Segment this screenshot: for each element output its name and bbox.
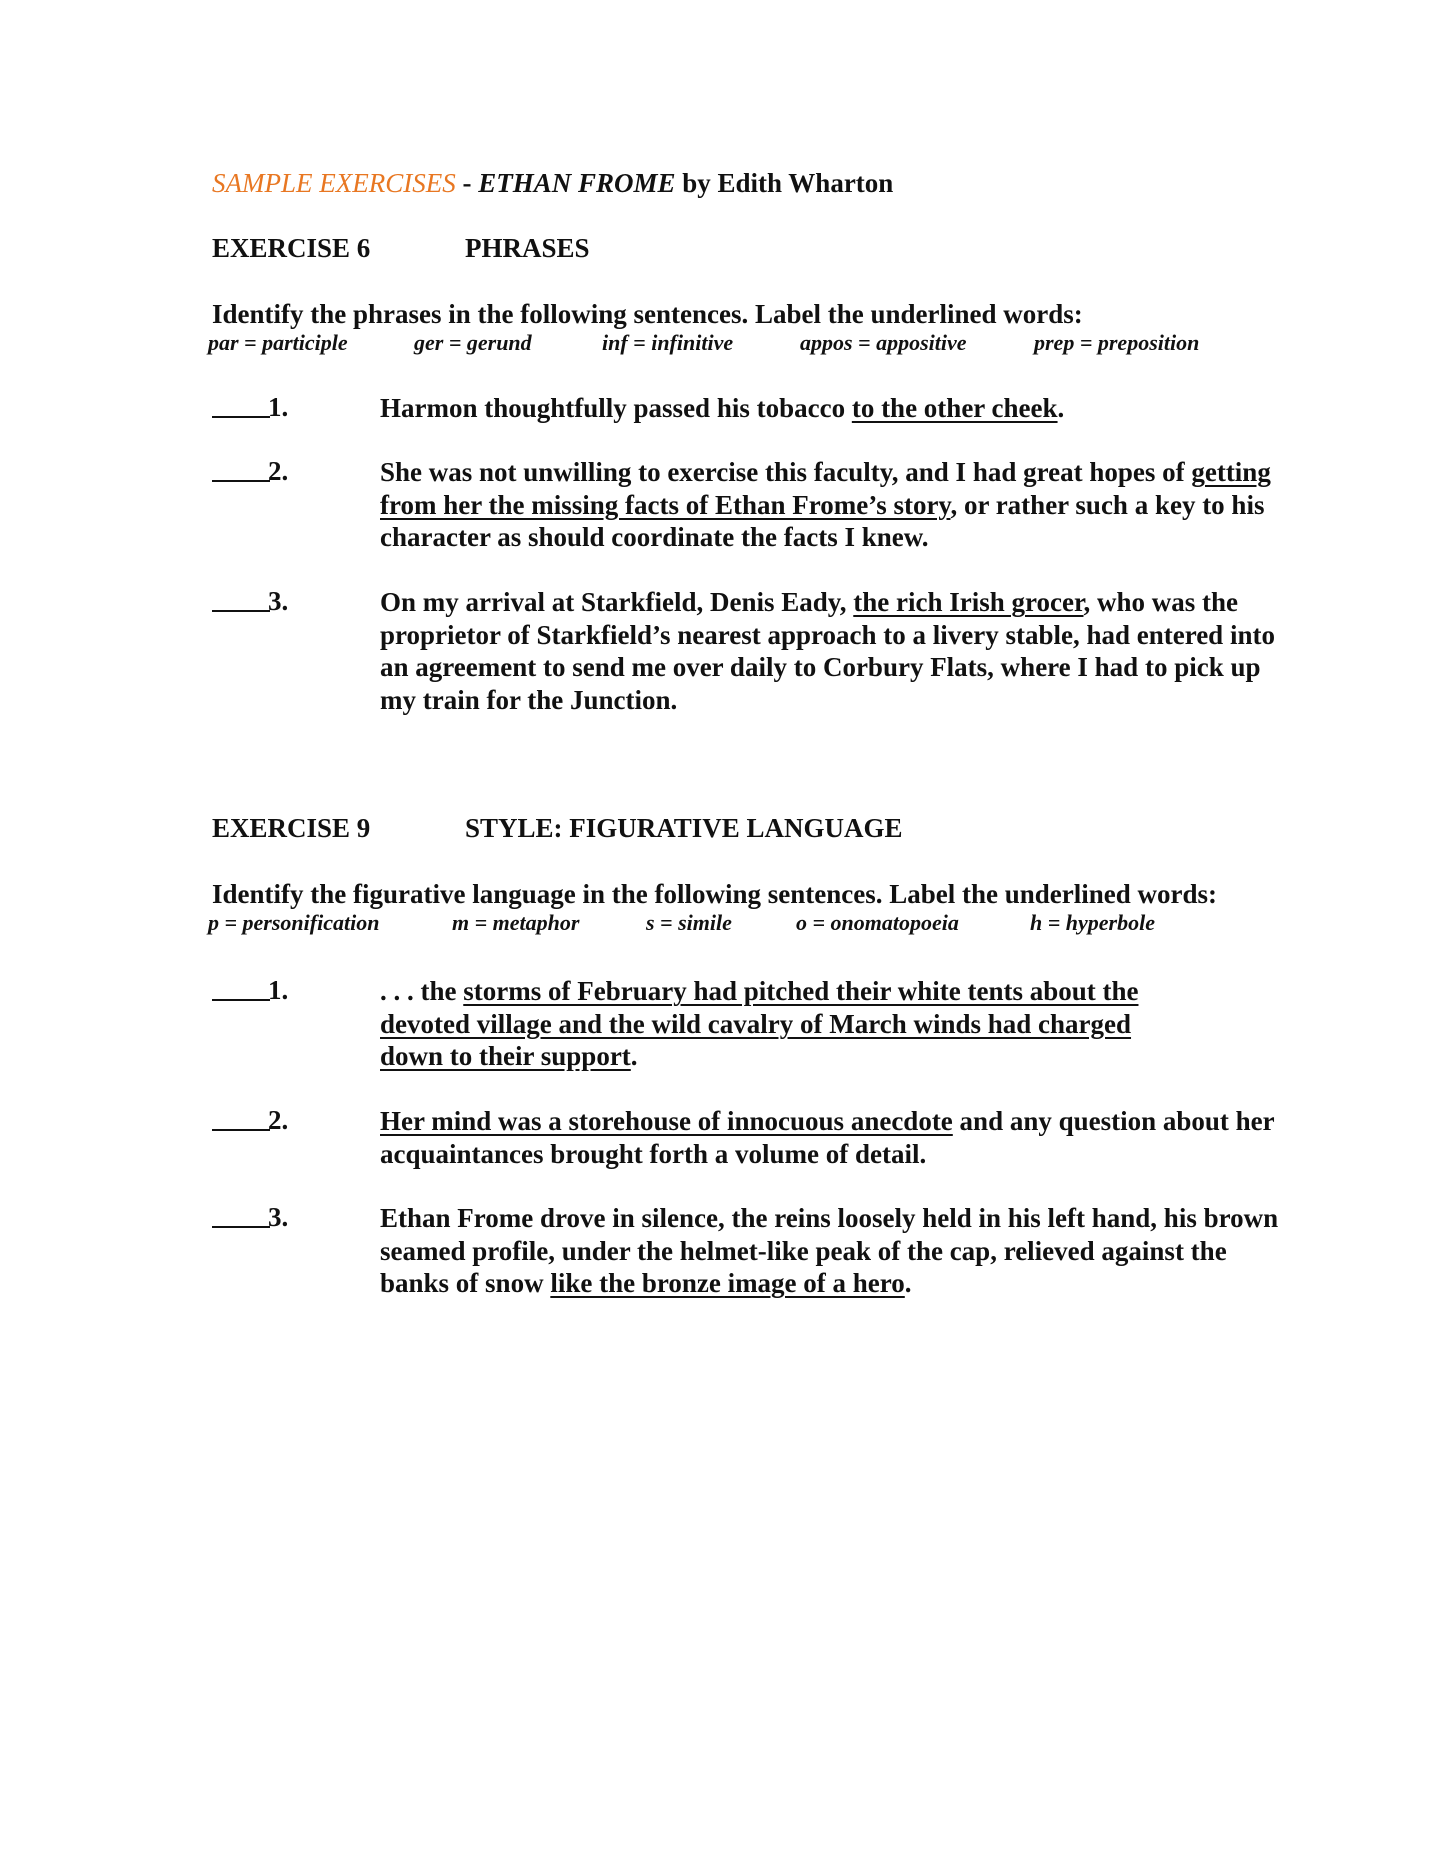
sentence-text: . [1057, 393, 1065, 423]
exercise-instructions: Identify the phrases in the following sentences. Label the underlined words: [212, 299, 1083, 329]
exercise-label: EXERCISE 9 [212, 813, 371, 843]
underlined-words: Her mind was a storehouse of innocuous anecdote [380, 1106, 953, 1136]
underlined-words: storms of February had pitched their white tents about the devoted village and the wild cavalry of March winds had charged down to their support [380, 976, 1139, 1071]
answer-blank[interactable] [212, 1129, 270, 1131]
answer-blank[interactable] [212, 999, 270, 1001]
item-number: 2. [268, 456, 289, 486]
answer-blank[interactable] [212, 480, 270, 482]
legend-item: m = metaphor [452, 910, 580, 935]
exercise-heading [212, 813, 903, 844]
answer-blank[interactable] [212, 610, 270, 612]
title-accent: SAMPLE EXERCISES [212, 168, 456, 198]
sentence-text: She was not unwilling to exercise this faculty, and I had great hopes of [380, 457, 1192, 487]
legend-item: inf = infinitive [602, 330, 734, 355]
book-title: ETHAN FROME [478, 168, 676, 198]
sentence-text: . . . the [380, 976, 464, 1006]
sentence-text: . [630, 1041, 638, 1071]
legend-item: p = personification [208, 910, 380, 935]
page-title [212, 168, 893, 199]
item-sentence [380, 586, 1300, 716]
label-legend [208, 330, 1308, 358]
sentence-text: , who was the proprietor of Starkfield’s nearest approach to a livery stable, had entered into an agreement to send me over daily to Corbury Flats, where I had to pick up my train for the Junction. [380, 587, 1275, 715]
legend-item: ger = gerund [414, 330, 532, 355]
exercise-heading [212, 233, 590, 264]
legend-item: par = participle [208, 330, 348, 355]
sentence-text: . [904, 1268, 912, 1298]
answer-blank[interactable] [212, 1226, 270, 1228]
item-sentence [380, 1105, 1300, 1170]
legend-item: h = hyperbole [1030, 910, 1155, 935]
underlined-words: getting from her the missing facts of Ethan Frome’s story [380, 457, 1271, 520]
label-legend [208, 910, 1308, 938]
item-number: 3. [268, 1202, 289, 1232]
sentence-text: and any question about her acquaintances brought forth a volume of detail. [380, 1106, 1275, 1169]
item-sentence [380, 392, 1300, 425]
underlined-words: to the other cheek [851, 393, 1058, 423]
legend-item: o = onomatopoeia [796, 910, 959, 935]
underlined-words: like the bronze image of a hero [550, 1268, 905, 1298]
item-sentence [380, 456, 1300, 554]
answer-blank[interactable] [212, 416, 270, 418]
sentence-text: , or rather such a key to his character as should coordinate the facts I knew. [380, 489, 1265, 552]
exercise-topic: STYLE: FIGURATIVE LANGUAGE [465, 813, 903, 843]
sentence-text: Ethan Frome drove in silence, the reins loosely held in his left hand, his brown seamed profile, under the helmet-like peak of the cap, relieved against the banks of snow [380, 1203, 1279, 1298]
item-number: 2. [268, 1105, 289, 1135]
author-text: by Edith Wharton [675, 168, 894, 198]
item-number: 3. [268, 586, 289, 616]
exercise-topic: PHRASES [465, 233, 590, 263]
exercise-label: EXERCISE 6 [212, 233, 371, 263]
underlined-words: the rich Irish grocer [853, 587, 1084, 617]
item-number: 1. [268, 975, 289, 1005]
title-separator: - [455, 168, 479, 198]
sentence-text: On my arrival at Starkfield, Denis Eady, [380, 587, 854, 617]
legend-item: appos = appositive [800, 330, 967, 355]
legend-item: s = simile [646, 910, 732, 935]
item-sentence [380, 975, 1200, 1073]
item-number: 1. [268, 392, 289, 422]
sentence-text: Harmon thoughtfully passed his tobacco [380, 393, 852, 423]
exercise-instructions: Identify the figurative language in the following sentences. Label the underlined words: [212, 879, 1218, 909]
item-sentence [380, 1202, 1300, 1300]
legend-item: prep = preposition [1034, 330, 1200, 355]
